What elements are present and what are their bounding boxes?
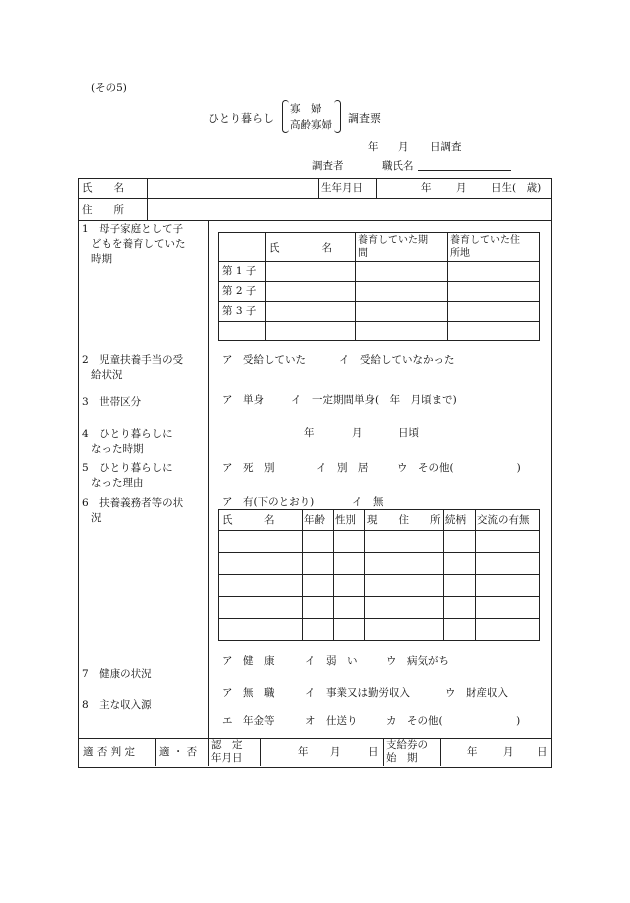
section6-label: 6 扶養義務者等の状	[82, 497, 184, 509]
surveyor-label: 調査者	[312, 160, 344, 172]
section5-option-separation[interactable]: イ 別 居	[316, 462, 369, 474]
section3-option-single[interactable]: ア 単身	[222, 394, 264, 406]
row-line	[218, 618, 539, 619]
row-line	[78, 220, 551, 221]
section5-option-other[interactable]: ウ その他( )	[397, 462, 521, 474]
section1-table	[218, 232, 540, 341]
section6-col-contact: 交流の有無	[477, 514, 530, 526]
certification-date-label: 認 定	[211, 739, 243, 751]
address-field[interactable]	[148, 199, 549, 220]
col-line	[155, 738, 156, 766]
birthdate-label: 生年月日	[321, 182, 363, 194]
section6-col-address: 現 住 所	[367, 514, 441, 526]
section1-col-period-cont: 間	[358, 248, 368, 259]
section6-label-cont: 況	[91, 512, 102, 524]
certification-date-label-cont: 年月日	[211, 752, 243, 764]
birth-month: 月	[456, 182, 467, 194]
title-option-elderly-widow: 高齢寡婦	[290, 119, 332, 131]
section5-option-bereavement[interactable]: ア 死 別	[222, 462, 275, 474]
section8-option-property-income[interactable]: ウ 財産収入	[445, 687, 508, 699]
section7-option-healthy[interactable]: ア 健 康	[222, 655, 275, 667]
row-line	[218, 574, 539, 575]
title-prefix: ひとり暮らし	[208, 112, 274, 125]
col-line	[383, 738, 384, 766]
payment-start-month: 月	[503, 746, 514, 758]
col-line	[260, 738, 261, 766]
payment-start-year: 年	[467, 746, 478, 758]
section7-option-weak[interactable]: イ 弱 い	[305, 655, 358, 667]
col-line	[318, 178, 319, 199]
row-line	[218, 552, 539, 553]
title-suffix: 調査票	[348, 112, 381, 125]
section1-label-cont: 時期	[91, 253, 112, 265]
section6-col-relationship: 続柄	[445, 514, 466, 526]
section2-option-not-received[interactable]: イ 受給していなかった	[339, 354, 455, 366]
section3-label: 3 世帯区分	[82, 396, 142, 408]
section4-month: 月	[352, 427, 363, 439]
section8-option-unemployed[interactable]: ア 無 職	[222, 687, 275, 699]
title-bracket-right	[334, 100, 341, 133]
section3-option-temporary[interactable]: イ 一定期間単身( 年 月頃まで)	[291, 394, 457, 406]
section6-option-yes[interactable]: ア 有(下のとおり)	[222, 496, 315, 508]
row-line	[218, 596, 539, 597]
birth-day-age: 日生( 歳)	[491, 182, 542, 194]
survey-date-year: 年	[368, 141, 379, 153]
col-line	[355, 232, 356, 340]
child-row-label: 第 1 子	[222, 265, 257, 277]
survey-date-day: 日調査	[430, 141, 462, 153]
col-line	[208, 738, 209, 766]
certification-year: 年	[298, 746, 309, 758]
child-row-label: 第 2 子	[222, 285, 257, 297]
certification-month: 月	[330, 746, 341, 758]
child-row-label: 第 3 子	[222, 305, 257, 317]
section8-option-business-income[interactable]: イ 事業又は勤労収入	[305, 687, 410, 699]
payment-start-label-cont: 始 期	[386, 752, 418, 764]
survey-date-month: 月	[398, 141, 409, 153]
col-line	[376, 178, 377, 199]
section6-option-no[interactable]: イ 無	[352, 496, 384, 508]
section4-label: 4 ひとり暮らしに	[82, 428, 173, 440]
name-label: 氏 名	[82, 182, 124, 194]
section8-option-pension[interactable]: エ 年金等	[222, 715, 275, 727]
section1-col-name: 氏 名	[269, 242, 332, 254]
section8-option-other[interactable]: カ その他( )	[386, 715, 521, 727]
judgment-label: 適 否 判 定	[83, 746, 136, 758]
section1-col-place: 養育していた住	[450, 235, 520, 246]
section4-label-cont: なった時期	[91, 443, 144, 455]
row-line	[218, 530, 539, 531]
judgment-value[interactable]: 適 ・ 否	[159, 746, 198, 758]
row-line	[218, 281, 539, 282]
section4-day: 日頃	[398, 427, 419, 439]
row-line	[78, 738, 551, 739]
section6-table	[218, 509, 540, 641]
page-note: (その5)	[91, 82, 127, 94]
section2-option-received[interactable]: ア 受給していた	[222, 354, 306, 366]
section7-label: 7 健康の状況	[82, 668, 152, 680]
col-line	[440, 738, 441, 766]
label-column-divider	[208, 220, 209, 739]
row-line	[218, 321, 539, 322]
section2-label: 2 児童扶養手当の受	[82, 354, 184, 366]
section8-label: 8 主な収入源	[82, 699, 152, 711]
section1-label: 1 母子家庭として子	[82, 223, 184, 235]
row-line	[218, 301, 539, 302]
section6-col-sex: 性別	[335, 514, 356, 526]
col-line	[447, 232, 448, 340]
surveyor-name-label: 職氏名	[382, 160, 414, 172]
section6-col-age: 年齢	[304, 514, 325, 526]
payment-start-label: 支給券の	[386, 739, 428, 751]
section8-option-allowance[interactable]: オ 仕送り	[305, 715, 358, 727]
section1-col-period: 養育していた期	[358, 235, 428, 246]
payment-start-day: 日	[537, 746, 548, 758]
title-bracket-left	[282, 100, 289, 133]
title-option-widow: 寡 婦	[290, 103, 322, 115]
section1-col-place-cont: 所地	[450, 248, 470, 259]
surveyor-name-line[interactable]	[418, 170, 511, 171]
col-line	[265, 232, 266, 340]
section5-label: 5 ひとり暮らしに	[82, 462, 173, 474]
birth-year: 年	[421, 182, 432, 194]
name-field[interactable]	[148, 179, 317, 198]
row-line	[218, 261, 539, 262]
section5-label-cont: なった理由	[91, 477, 144, 489]
section4-year: 年	[304, 427, 315, 439]
section2-label-cont: 給状況	[91, 369, 123, 381]
certification-day: 日	[368, 746, 379, 758]
section6-col-name: 氏 名	[222, 514, 275, 526]
address-label: 住 所	[82, 204, 124, 216]
section7-option-sickly[interactable]: ウ 病気がち	[386, 655, 449, 667]
section1-label-cont: どもを養育していた	[91, 238, 186, 250]
